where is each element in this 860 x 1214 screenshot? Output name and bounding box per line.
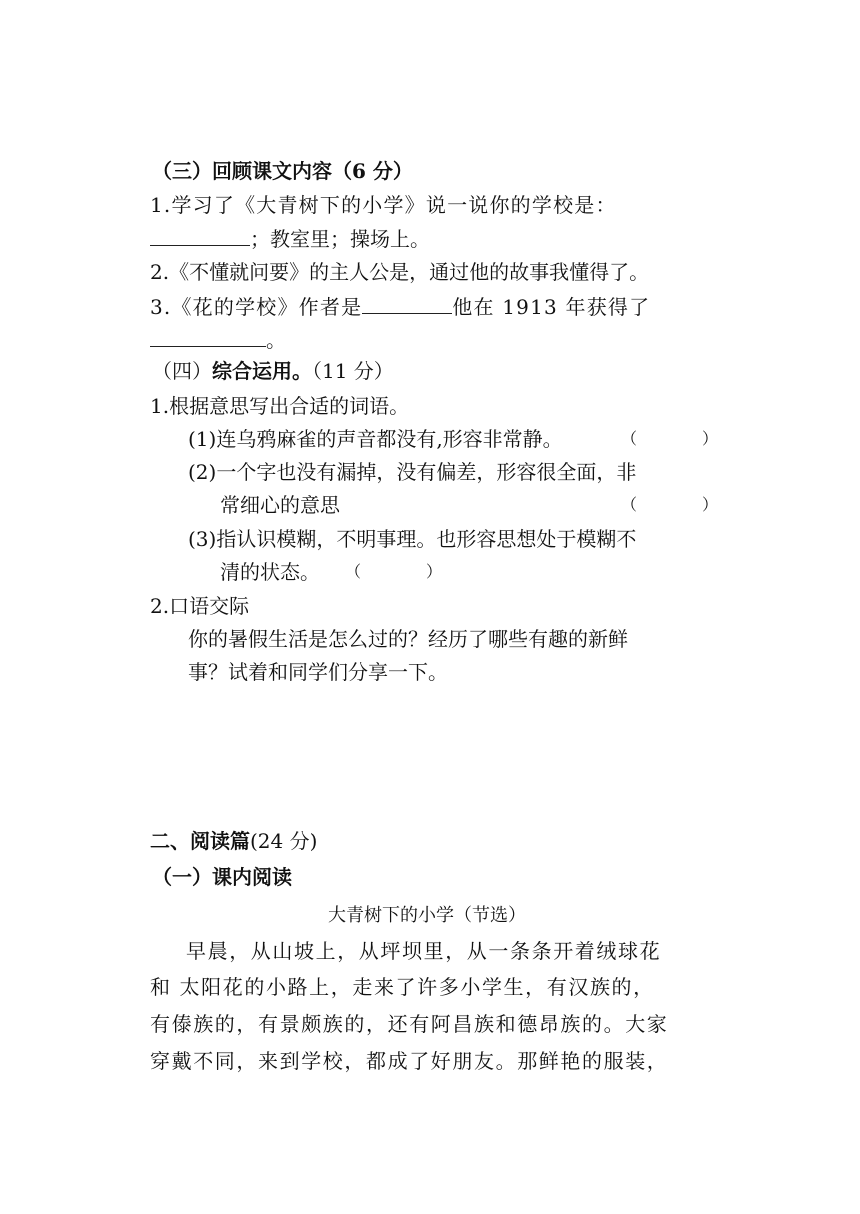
answer-blank[interactable] [362, 291, 452, 314]
passage-title: 大青树下的小学（节选） [328, 905, 526, 926]
answer-blank[interactable] [150, 223, 250, 246]
section4-q2-line1: 你的暑假生活是怎么过的？经历了哪些有趣的新鲜 [188, 627, 628, 651]
section3-q3-end: 。 [266, 328, 286, 352]
reading-sub-heading: （一）课内阅读 [152, 865, 292, 889]
section3-q1-line2-text: ；教室里；操场上。 [250, 227, 430, 251]
paren-open: （ [345, 562, 362, 581]
passage-line: 早晨，从山坡上，从坪坝里，从一条条开着绒球花 [186, 939, 662, 963]
paren-close: ） [702, 495, 719, 514]
answer-blank[interactable] [150, 324, 266, 347]
section4-item2-line1: (2)一个字也没有漏掉，没有偏差，形容很全面，非 [188, 460, 637, 484]
section4-heading-open: （四） [152, 359, 212, 383]
section4-heading [152, 356, 394, 386]
passage-line: 和 太阳花的小路上，走来了许多小学生，有汉族的， [150, 975, 655, 999]
section3-q3-line1 [150, 291, 650, 322]
passage-line: 有傣族的，有景颇族的，还有阿昌族和德昂族的。大家 [150, 1012, 669, 1036]
section4-item3-line2: 清的状态。 [220, 560, 320, 584]
paren-open: （ [621, 429, 638, 448]
section3-heading: （三）回顾课文内容（6 分） [152, 159, 413, 183]
section3-q3-line2 [150, 324, 286, 355]
section3-q2: 2.《不懂就问要》的主人公是，通过他的故事我懂得了。 [150, 260, 650, 284]
section4-item3-line1: (3)指认识模糊，不明事理。也形容思想处于模糊不 [188, 527, 637, 551]
passage-line: 穿戴不同，来到学校，都成了好朋友。那鲜艳的服装， [150, 1049, 669, 1073]
section4-item2-line2: 常细心的意思 [220, 493, 340, 517]
reading-heading-score: (24 分) [250, 829, 318, 853]
paren-close: ） [702, 429, 719, 448]
section3-q3-prefix: 3.《花的学校》作者是 [150, 295, 363, 319]
section4-q1-title: 1.根据意思写出合适的词语。 [150, 394, 410, 418]
section3-q3-mid: 他在 1913 年获得了 [452, 295, 651, 319]
section4-q2-line2: 事？试着和同学们分享一下。 [188, 660, 448, 684]
section4-item1: (1)连乌鸦麻雀的声音都没有,形容非常静。 [188, 427, 563, 451]
section3-q1-line2 [150, 223, 430, 254]
section4-heading-score: （11 分） [312, 359, 394, 383]
section3-q1-line1: 1.学习了《大青树下的小学》说一说你的学校是： [150, 193, 617, 217]
reading-heading-bold: 二、阅读篇 [150, 829, 250, 853]
paren-close: ） [426, 562, 443, 581]
paren-open: （ [621, 495, 638, 514]
section4-q2-title: 2.口语交际 [150, 594, 250, 618]
reading-heading [150, 826, 317, 856]
section4-heading-bold: 综合运用。 [212, 359, 312, 383]
